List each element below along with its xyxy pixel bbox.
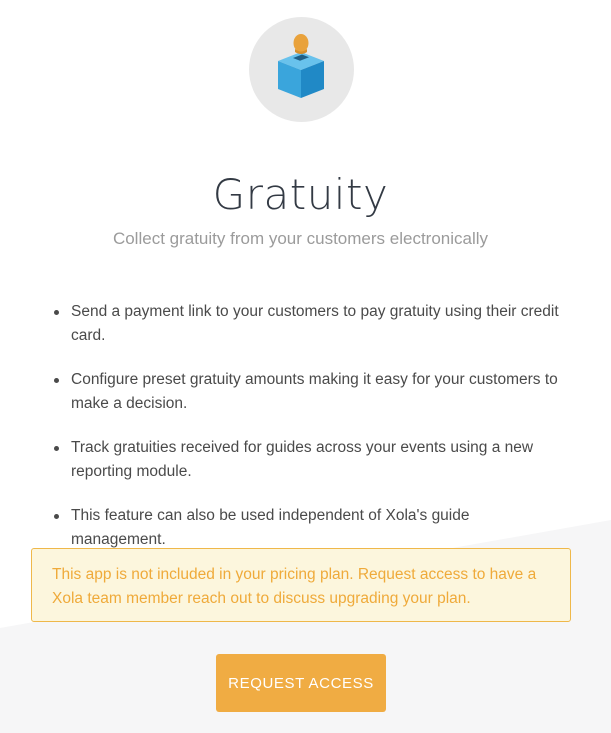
page-title: Gratuity (212, 170, 389, 219)
page-subtitle: Collect gratuity from your customers electronically (112, 229, 489, 248)
feature-item: Track gratuities received for guides across your events using a new reporting module. (52, 436, 562, 484)
request-access-button[interactable]: REQUEST ACCESS (216, 654, 386, 712)
ballot-box-coin-icon (249, 17, 354, 122)
pricing-plan-notice: This app is not included in your pricing plan. Request access to have a Xola team member reach out to discuss upgrading your plan. (31, 548, 571, 622)
feature-item: Send a payment link to your customers to pay gratuity using their credit card. (52, 300, 562, 348)
app-icon-badge (249, 17, 354, 122)
feature-item: Configure preset gratuity amounts making it easy for your customers to make a decision. (52, 368, 562, 416)
feature-item: This feature can also be used independent of Xola's guide management. (52, 504, 562, 552)
feature-list (52, 300, 562, 572)
